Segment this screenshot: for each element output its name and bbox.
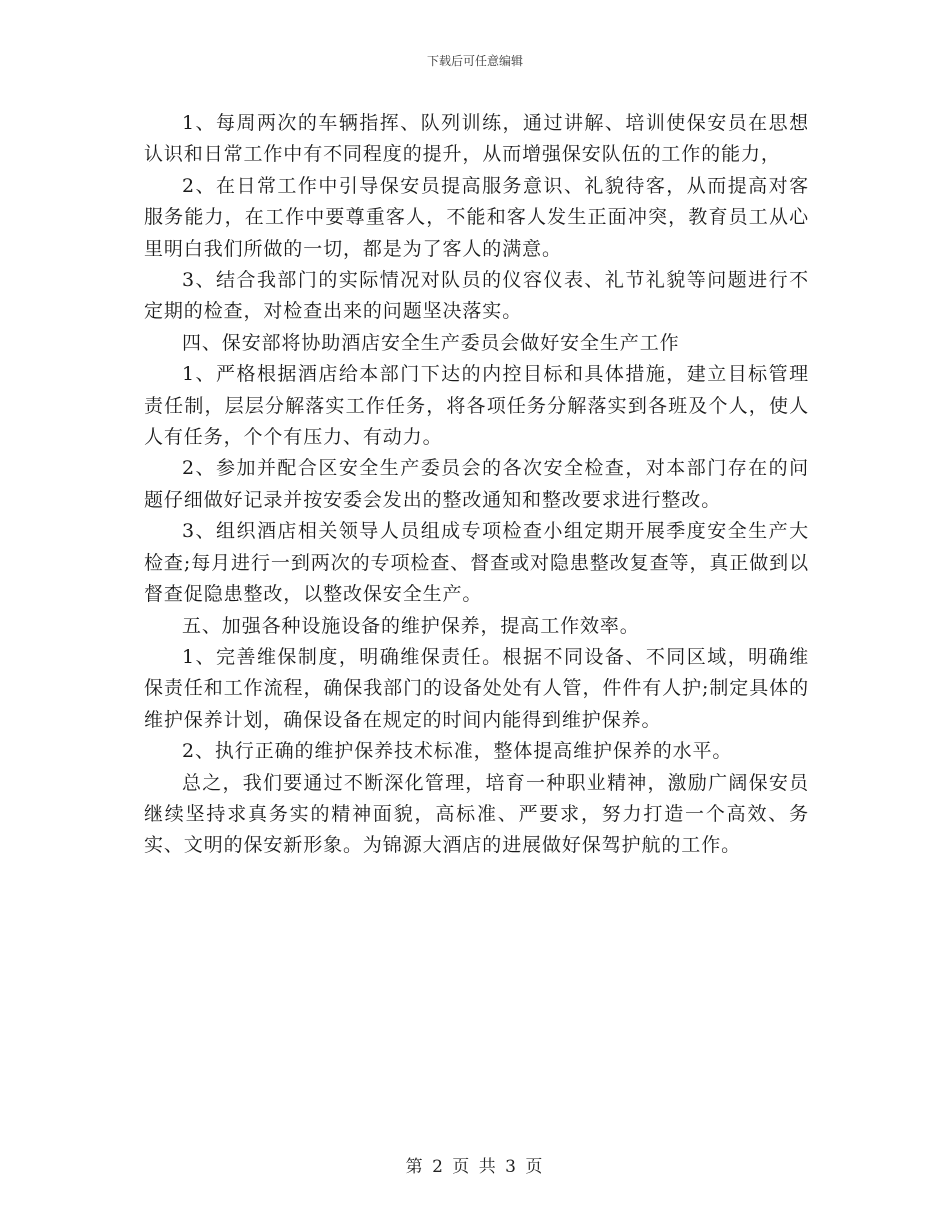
paragraph-appearance-check: 3、结合我部门的实际情况对队员的仪容仪表、礼节礼貌等问题进行不定期的检查，对检查出来的问题坚决落实。 <box>144 269 809 323</box>
paragraph-maintenance-standard: 2、执行正确的维护保养技术标准，整体提高维护保养的水平。 <box>182 740 733 763</box>
page-header-caption: 下载后可任意编辑 <box>426 54 523 68</box>
paragraph-service-awareness: 2、在日常工作中引导保安员提高服务意识、礼貌待客，从而提高对客服务能力，在工作中要尊重客人，不能和客人发生正面冲突，教育员工从心里明白我们所做的一切，都是为了客人的满意。 <box>144 174 809 260</box>
section-heading-safety: 四、保安部将协助酒店安全生产委员会做好安全生产工作 <box>182 331 680 354</box>
paragraph-maintenance-system: 1、完善维保制度，明确维保责任。根据不同设备、不同区域，明确维保责任和工作流程，确保我部门的设备处处有人管，件件有人护;制定具体的维护保养计划，确保设备在规定的时间内能得到维护保养。 <box>144 645 809 731</box>
document-body <box>144 108 809 862</box>
paragraph-safety-inspection: 2、参加并配合区安全生产委员会的各次安全检查，对本部门存在的问题仔细做好记录并按安委会发出的整改通知和整改要求进行整改。 <box>144 457 809 511</box>
paragraph-training: 1、每周两次的车辆指挥、队列训练，通过讲解、培训使保安员在思想认识和日常工作中有不同程度的提升，从而增强保安队伍的工作的能力， <box>144 112 809 166</box>
paragraph-conclusion: 总之，我们要通过不断深化管理，培育一种职业精神，激励广阔保安员继续坚持求真务实的精神面貌，高标准、严要求，努力打造一个高效、务实、文明的保安新形象。为锦源大酒店的进展做好保驾护航的工作。 <box>144 771 809 857</box>
section-heading-maintenance: 五、加强各种设施设备的维护保养，提高工作效率。 <box>182 614 640 637</box>
paragraph-responsibility-system: 1、严格根据酒店给本部门下达的内控目标和具体措施，建立目标管理责任制，层层分解落实工作任务，将各项任务分解落实到各班及个人，使人人有任务，个个有压力、有动力。 <box>144 363 809 449</box>
paragraph-quarterly-inspection: 3、组织酒店相关领导人员组成专项检查小组定期开展季度安全生产大检查;每月进行一到两次的专项检查、督查或对隐患整改复查等，真正做到以督查促隐患整改，以整改保安全生产。 <box>144 520 809 606</box>
page-number-footer: 第 2 页 共 3 页 <box>405 1157 545 1177</box>
